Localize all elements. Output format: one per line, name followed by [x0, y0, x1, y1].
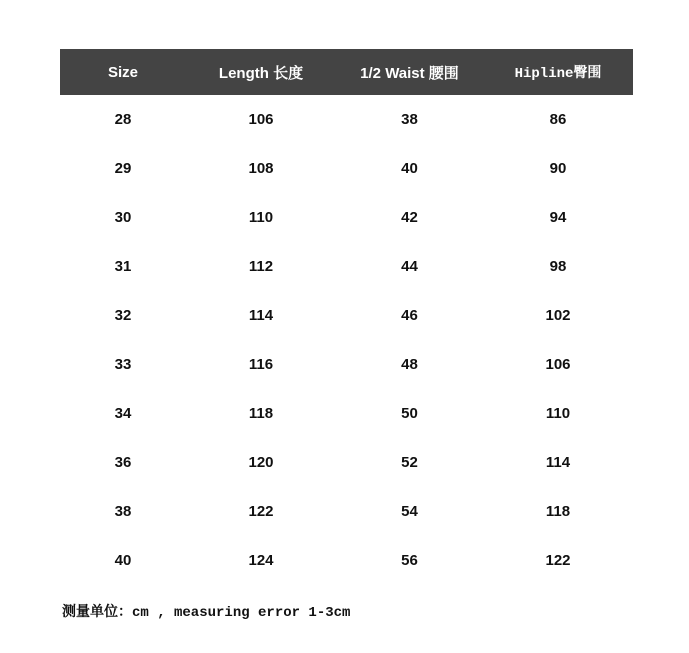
size-cell: 30 [114, 209, 132, 226]
size-cell: 28 [114, 111, 132, 128]
length-cell: 116 [248, 356, 274, 373]
half-waist-cell: 50 [401, 405, 418, 422]
size-cell: 32 [114, 307, 132, 324]
size-cell: 31 [114, 258, 132, 275]
half-waist-cell: 46 [401, 307, 418, 324]
hipline-cell: 102 [545, 307, 571, 324]
hipline-cell: 118 [545, 503, 571, 520]
half-waist-cell: 38 [401, 111, 418, 128]
table-row [60, 536, 633, 585]
size-cell: 29 [114, 160, 132, 177]
size-chart-table [60, 49, 633, 585]
hipline-cell: 94 [549, 209, 567, 226]
table-row [60, 291, 633, 340]
table-header [60, 49, 633, 95]
half-waist-cell: 54 [401, 503, 418, 520]
header-length: Length 长度 [218, 64, 304, 82]
hipline-cell: 114 [545, 454, 571, 471]
size-cell: 33 [114, 356, 132, 373]
hipline-cell: 90 [549, 160, 567, 177]
measurement-note: 测量单位：cm , measuring error 1-3cm [62, 605, 351, 621]
table-row [60, 242, 633, 291]
length-cell: 110 [248, 209, 274, 226]
table-row [60, 389, 633, 438]
table-row [60, 340, 633, 389]
table-body [60, 95, 633, 585]
hipline-cell: 98 [549, 258, 567, 275]
table-row [60, 95, 633, 144]
hipline-cell: 110 [545, 405, 571, 422]
hipline-cell: 86 [549, 111, 567, 128]
header-hipline: Hipline臀围 [514, 66, 602, 82]
half-waist-cell: 48 [401, 356, 418, 373]
hipline-cell: 106 [545, 356, 571, 373]
table-row [60, 144, 633, 193]
half-waist-cell: 56 [401, 552, 418, 569]
half-waist-cell: 44 [401, 258, 418, 275]
length-cell: 114 [248, 307, 274, 324]
half-waist-cell: 40 [401, 160, 418, 177]
header-half-waist: 1/2 Waist 腰围 [360, 64, 459, 82]
length-cell: 118 [248, 405, 274, 422]
length-cell: 122 [248, 503, 274, 520]
length-cell: 124 [248, 552, 274, 569]
size-cell: 38 [114, 503, 132, 520]
length-cell: 108 [248, 160, 274, 177]
half-waist-cell: 42 [401, 209, 418, 226]
table-row [60, 487, 633, 536]
length-cell: 112 [248, 258, 274, 275]
table-row [60, 438, 633, 487]
size-cell: 40 [114, 552, 132, 569]
half-waist-cell: 52 [401, 454, 418, 471]
length-cell: 106 [248, 111, 274, 128]
header-size: Size [107, 63, 138, 81]
table-row [60, 193, 633, 242]
hipline-cell: 122 [545, 552, 571, 569]
length-cell: 120 [248, 454, 274, 471]
size-cell: 34 [114, 405, 132, 422]
size-cell: 36 [114, 454, 132, 471]
